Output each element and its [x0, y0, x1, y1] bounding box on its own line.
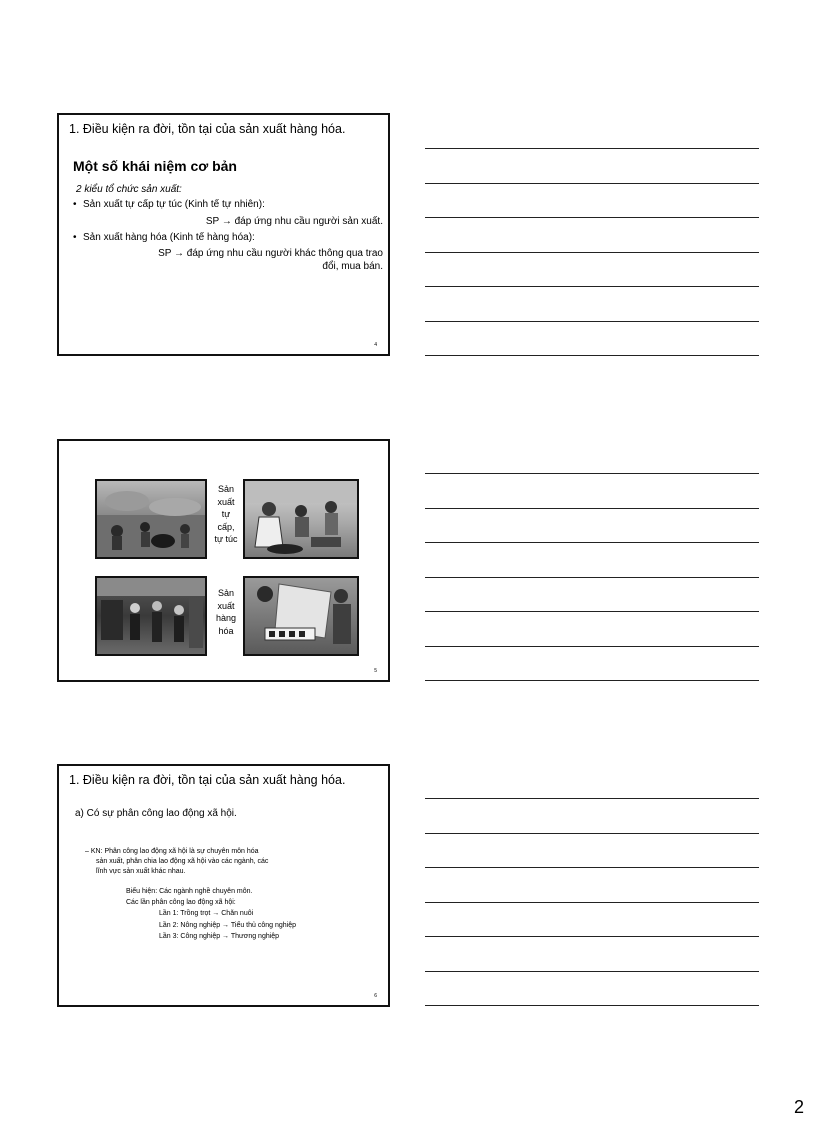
- detail-line: Lần 1: Trồng trọt → Chăn nuôi: [159, 910, 254, 917]
- bullet-item: [73, 232, 255, 243]
- slide-number: 6: [374, 993, 377, 999]
- note-line: [425, 936, 759, 937]
- note-line: [425, 473, 759, 474]
- caption-line: tự: [221, 509, 231, 519]
- handicraft-market-image: [243, 479, 359, 559]
- caption-line: cấp,: [217, 521, 235, 532]
- caption-subsistence: [209, 483, 243, 546]
- definition-line: lĩnh vực sản xuất khác nhau.: [96, 868, 186, 875]
- note-line: [425, 971, 759, 972]
- bullet-icon: •: [73, 199, 77, 210]
- slide-6: [57, 764, 390, 1007]
- note-line: [425, 217, 759, 218]
- note-line: [425, 902, 759, 903]
- bullet-text: Sản xuất tự cấp tự túc (Kinh tế tự nhiên):: [83, 199, 265, 210]
- note-line: [425, 542, 759, 543]
- caption-commodity: [209, 587, 243, 637]
- definition-line: – KN: Phân công lao động xã hội là sự chuyên môn hóa: [85, 848, 259, 855]
- note-line: [425, 508, 759, 509]
- note-line: [425, 680, 759, 681]
- intro-text: 2 kiểu tổ chức sản xuất:: [76, 184, 182, 195]
- caption-line: tự túc: [214, 534, 238, 544]
- bullet-text: Sản xuất hàng hóa (Kinh tế hàng hóa):: [83, 232, 255, 243]
- note-line: [425, 867, 759, 868]
- bullet-item: [73, 199, 265, 210]
- note-line: [425, 183, 759, 184]
- bullet-detail: SP → đáp ứng nhu cầu người sản xuất.: [205, 216, 383, 227]
- slide-subheading: Một số khái niệm cơ bản: [73, 158, 237, 174]
- note-line: [425, 611, 759, 612]
- note-line: [425, 252, 759, 253]
- slide-number: 5: [374, 668, 377, 674]
- note-line: [425, 148, 759, 149]
- bullet-detail: đổi, mua bán.: [322, 261, 383, 272]
- note-line: [425, 577, 759, 578]
- note-line: [425, 646, 759, 647]
- note-line: [425, 833, 759, 834]
- slide-5: [57, 439, 390, 682]
- slide-heading: 1. Điều kiện ra đời, tồn tại của sản xuất hàng hóa.: [69, 122, 346, 136]
- commodity-production-image: [243, 576, 359, 656]
- caption-line: hóa: [218, 625, 234, 636]
- slide-number: 4: [374, 342, 377, 348]
- slide-heading: 1. Điều kiện ra đời, tồn tại của sản xuất hàng hóa.: [69, 773, 346, 787]
- factory-workers-image: [95, 576, 207, 656]
- detail-line: Lần 2: Nông nghiệp → Tiểu thủ công nghiệp: [159, 922, 296, 929]
- subsistence-farming-image: [95, 479, 207, 559]
- point-a: a) Có sự phân công lao động xã hội.: [75, 808, 237, 819]
- page-number: 2: [794, 1097, 805, 1117]
- caption-line: Sản: [217, 484, 234, 494]
- detail-line: Các lần phân công lao động xã hội:: [126, 899, 236, 906]
- caption-line: Sản: [217, 588, 234, 598]
- caption-line: xuất: [217, 600, 235, 611]
- detail-line: Lần 3: Công nghiệp → Thương nghiệp: [159, 933, 280, 940]
- bullet-detail: SP → đáp ứng nhu cầu người khác thông qua trao: [158, 248, 383, 259]
- detail-line: Biểu hiện: Các ngành nghề chuyên môn.: [126, 888, 253, 895]
- note-line: [425, 355, 759, 356]
- caption-line: xuất: [217, 496, 235, 507]
- bullet-icon: •: [73, 232, 77, 243]
- note-line: [425, 321, 759, 322]
- caption-line: hàng: [215, 613, 237, 623]
- slide-4: [57, 113, 390, 356]
- note-line: [425, 798, 759, 799]
- note-line: [425, 286, 759, 287]
- note-line: [425, 1005, 759, 1006]
- definition-line: sản xuất, phân chia lao động xã hội vào các ngành, các: [96, 858, 269, 865]
